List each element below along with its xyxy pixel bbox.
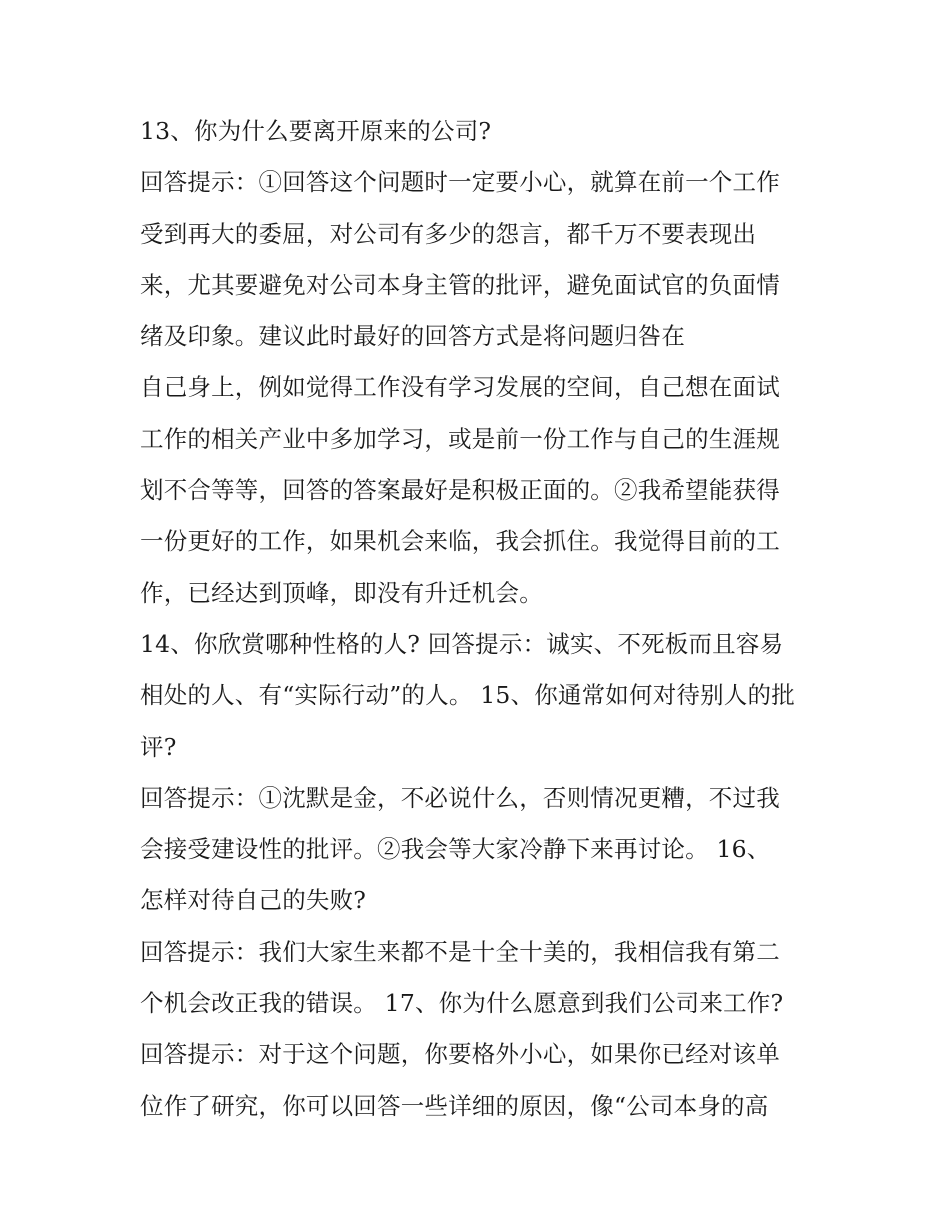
text-line: 一份更好的工作，如果机会来临，我会抓住。我觉得目前的工 (140, 527, 780, 556)
text-line: 回答提示：①沈默是金，不必说什么，否则情况更糟，不过我 (140, 783, 780, 812)
text-line: 自己身上，例如觉得工作没有学习发展的空间，自己想在面试 (140, 373, 780, 402)
text-line: 受到再大的委屈，对公司有多少的怨言，都千万不要表现出 (140, 219, 757, 248)
body-text (140, 106, 820, 1132)
text-line: 会接受建设性的批评。②我会等大家冷静下来再讨论。 16、 (140, 835, 771, 864)
text-line: 回答提示：①回答这个问题时一定要小心，就算在前一个工作 (140, 168, 780, 197)
text-line: 个机会改正我的错误。 17、你为什么愿意到我们公司来工作? (140, 989, 784, 1018)
text-line: 作，已经达到顶峰，即没有升迁机会。 (140, 578, 543, 607)
text-line: 评? (140, 732, 177, 761)
text-line: 位作了研究，你可以回答一些详细的原因，像“公司本身的高 (140, 1091, 769, 1120)
text-line: 回答提示：我们大家生来都不是十全十美的，我相信我有第二 (140, 937, 780, 966)
text-line: 来，尤其要避免对公司本身主管的批评，避免面试官的负面情 (140, 270, 780, 299)
text-line: 工作的相关产业中多加学习，或是前一份工作与自己的生涯规 (140, 424, 780, 453)
text-line: 14、你欣赏哪种性格的人? 回答提示：诚实、不死板而且容易 (140, 629, 784, 658)
text-line: 绪及印象。建议此时最好的回答方式是将问题归咎在 (140, 322, 686, 351)
text-line: 13、你为什么要离开原来的公司? (140, 117, 492, 145)
text-line: 怎样对待自己的失败? (140, 886, 367, 915)
text-line: 回答提示：对于这个问题，你要格外小心，如果你已经对该单 (140, 1040, 780, 1069)
text-line: 相处的人、有“实际行动”的人。 15、你通常如何对待别人的批 (140, 681, 795, 710)
text-line: 划不合等等，回答的答案最好是积极正面的。②我希望能获得 (140, 476, 780, 505)
